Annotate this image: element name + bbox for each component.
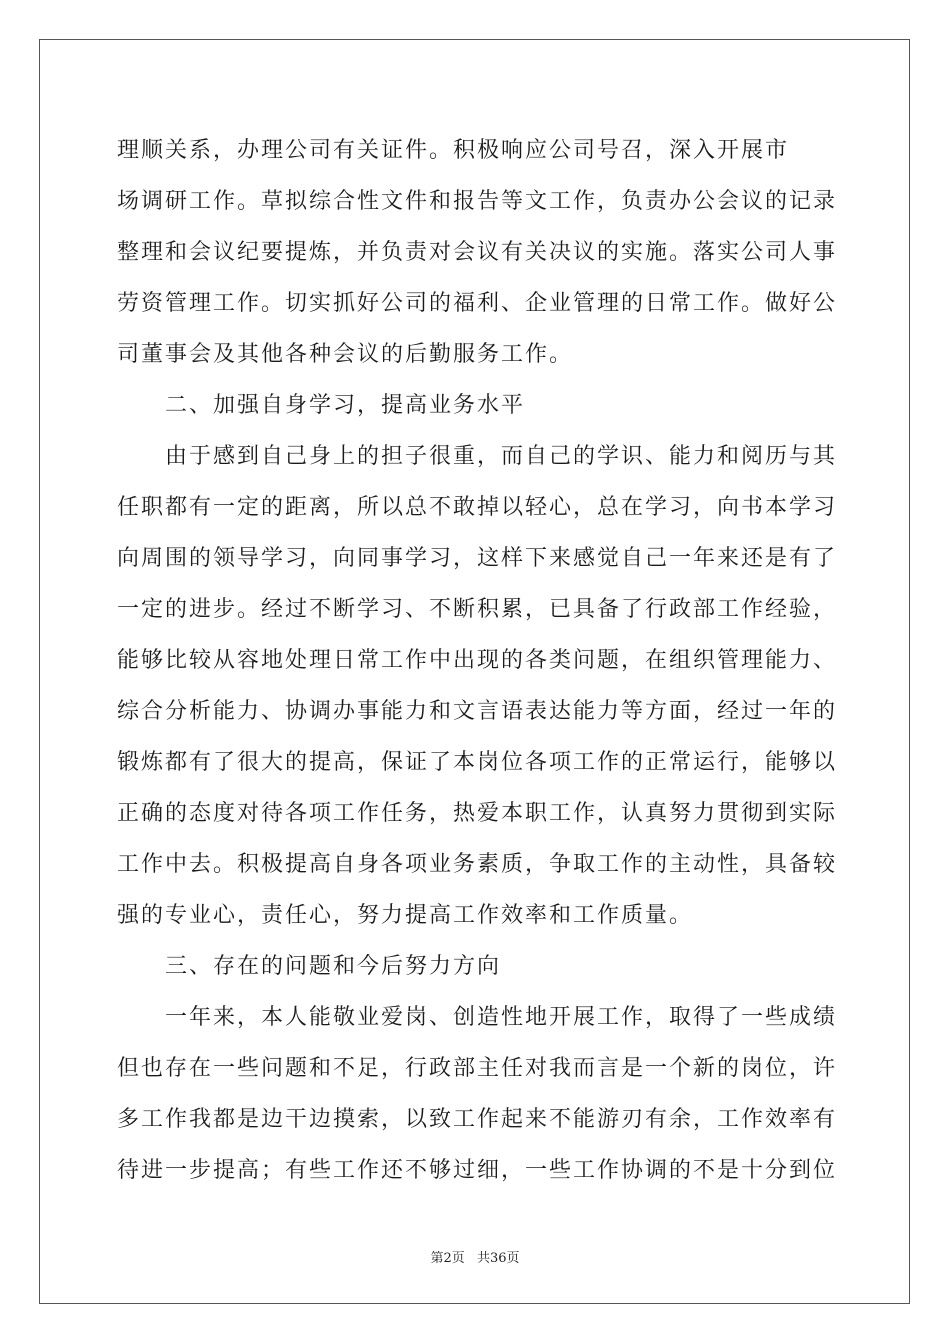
- text-line: 任职都有一定的距离，所以总不敢掉以轻心，总在学习，向书本学习: [117, 495, 838, 520]
- text-line: 能够比较从容地处理日常工作中出现的各类问题，在组织管理能力、: [117, 648, 838, 673]
- text-line: 待进一步提高；有些工作还不够过细，一些工作协调的不是十分到位: [117, 1158, 838, 1183]
- document-body: [117, 125, 838, 1196]
- paragraph: [117, 380, 835, 431]
- paragraph: [117, 125, 838, 380]
- paragraph: [117, 992, 838, 1196]
- text-line: 多工作我都是边干边摸索，以致工作起来不能游刃有余，工作效率有: [117, 1107, 838, 1132]
- text-line: 理顺关系，办理公司有关证件。积极响应公司号召，深入开展市: [117, 138, 790, 163]
- text-line: 综合分析能力、协调办事能力和文言语表达能力等方面，经过一年的: [117, 699, 838, 724]
- text-line: 锻炼都有了很大的提高，保证了本岗位各项工作的正常运行，能够以: [117, 750, 838, 775]
- text-line: 劳资管理工作。切实抓好公司的福利、企业管理的日常工作。做好公: [117, 291, 838, 316]
- text-line: 司董事会及其他各种会议的后勤服务工作。: [117, 342, 574, 367]
- text-line: 向周围的领导学习，向同事学习，这样下来感觉自己一年来还是有了: [117, 546, 838, 571]
- text-line: 三、存在的问题和今后努力方向: [165, 954, 502, 979]
- text-line: 由于感到自己身上的担子很重，而自己的学识、能力和阅历与其: [165, 444, 838, 469]
- text-line: 正确的态度对待各项工作任务，热爱本职工作，认真努力贯彻到实际: [117, 801, 838, 826]
- text-line: 整理和会议纪要提炼，并负责对会议有关决议的实施。落实公司人事: [117, 240, 838, 265]
- text-line: 强的专业心，责任心，努力提高工作效率和工作质量。: [117, 903, 694, 928]
- paragraph: [117, 941, 835, 992]
- text-line: 二、加强自身学习，提高业务水平: [165, 393, 526, 418]
- text-line: 一定的进步。经过不断学习、不断积累，已具备了行政部工作经验，: [117, 597, 838, 622]
- page-total: 共36页: [476, 1251, 520, 1266]
- page-footer: [0, 1247, 950, 1266]
- text-line: 工作中去。积极提高自身各项业务素质，争取工作的主动性，具备较: [117, 852, 838, 877]
- paragraph: [117, 431, 838, 941]
- text-line: 但也存在一些问题和不足，行政部主任对我而言是一个新的岗位，许: [117, 1056, 838, 1081]
- text-line: 一年来，本人能敬业爱岗、创造性地开展工作，取得了一些成绩: [165, 1005, 838, 1030]
- text-line: 场调研工作。草拟综合性文件和报告等文工作，负责办公会议的记录: [117, 189, 838, 214]
- page-number: 第2页: [430, 1251, 465, 1266]
